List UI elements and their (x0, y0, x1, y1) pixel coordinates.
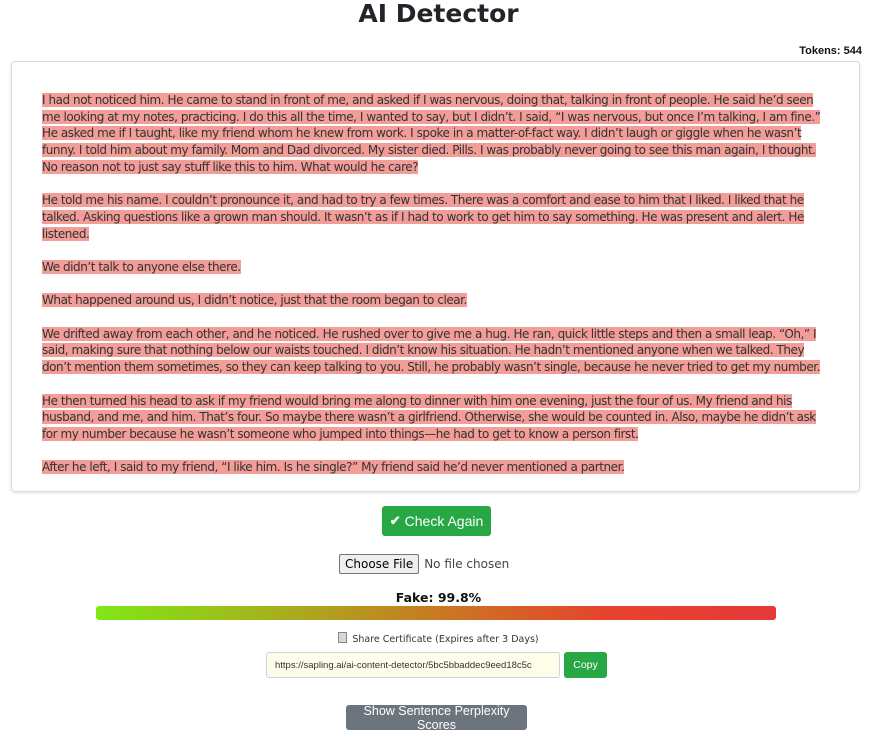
document-icon (338, 632, 347, 643)
analyzed-text (42, 92, 834, 493)
check-icon: ✔ (389, 513, 401, 528)
text-paragraph: We didn’t talk to anyone else there. (42, 260, 241, 274)
text-paragraph: What happened around us, I didn’t notice, just that the room began to clear. (42, 293, 467, 308)
text-paragraph: I had not noticed him. He came to stand in front of me, and asked if I was nervous, doing that, talking in front of people. He said he’d seen me looking at my notes, practicing. I do this all the time, I wanted to say, but I didn’t. I said, “I was nervous, but once I’m talking, I am fine.” He asked me if I taught, like my friend whom he knew from work. I spoke in a matter-of-fact way. I didn’t laugh or giggle when he wasn’t funny. I told him about my family. Mom and Dad divorced. My sister died. Pills. I was probably never going to see this man again, I thought. No reason not to just say stuff like this to him. What would he care? (42, 93, 821, 174)
share-certificate (0, 632, 877, 645)
share-certificate-label: Share Certificate (Expires after 3 Days) (352, 634, 539, 645)
choose-file-button[interactable]: Choose File (339, 554, 419, 574)
token-count: Tokens: 544 (799, 45, 862, 57)
text-paragraph: After he left, I said to my friend, “I like him. Is he single?” My friend said he’d never mentioned a partner. (42, 460, 625, 475)
check-again-button[interactable] (382, 506, 491, 536)
fake-score-bar (96, 606, 776, 620)
file-status: No file chosen (424, 557, 510, 571)
perplexity-scores-button[interactable]: Show Sentence Perplexity Scores (346, 705, 527, 730)
text-paragraph: He told me his name. I couldn’t pronounce it, and had to try a few times. There was a comfort and ease to him that I liked. I liked that he talked. Asking questions like a grown man should. It wasn’t as if I had to work to get him to say something. He was present and alert. He listened. (42, 193, 804, 241)
text-paragraph: He then turned his head to ask if my friend would bring me along to dinner with him one evening, just the four of us. My friend and his husband, and me, and him. That’s four. So maybe there wasn’t a girlfriend. Otherwise, she would be counted in. Also, maybe he didn’t ask for my number because he wasn’t someone who jumped into things—he had to get to know a person first. (42, 393, 816, 441)
text-paragraph: We drifted away from each other, and he noticed. He rushed over to give me a hug. He ran, quick little steps and then a small leap. “Oh,” I said, making sure that nothing below our waists touched. I didn’t know his situation. He hadn’t mentioned anyone when we talked. They don’t mention them sometimes, so they can keep talking to you. Still, he probably wasn’t single, because he never tried to get my number. (42, 326, 821, 375)
check-again-label: Check Again (404, 513, 484, 529)
share-url-field[interactable] (266, 652, 560, 678)
copy-button[interactable]: Copy (564, 652, 607, 678)
file-upload (339, 554, 509, 574)
fake-score-label: Fake: 99.8% (395, 590, 482, 605)
analyzed-text-card[interactable] (11, 61, 860, 492)
page-title: AI Detector (358, 0, 519, 28)
